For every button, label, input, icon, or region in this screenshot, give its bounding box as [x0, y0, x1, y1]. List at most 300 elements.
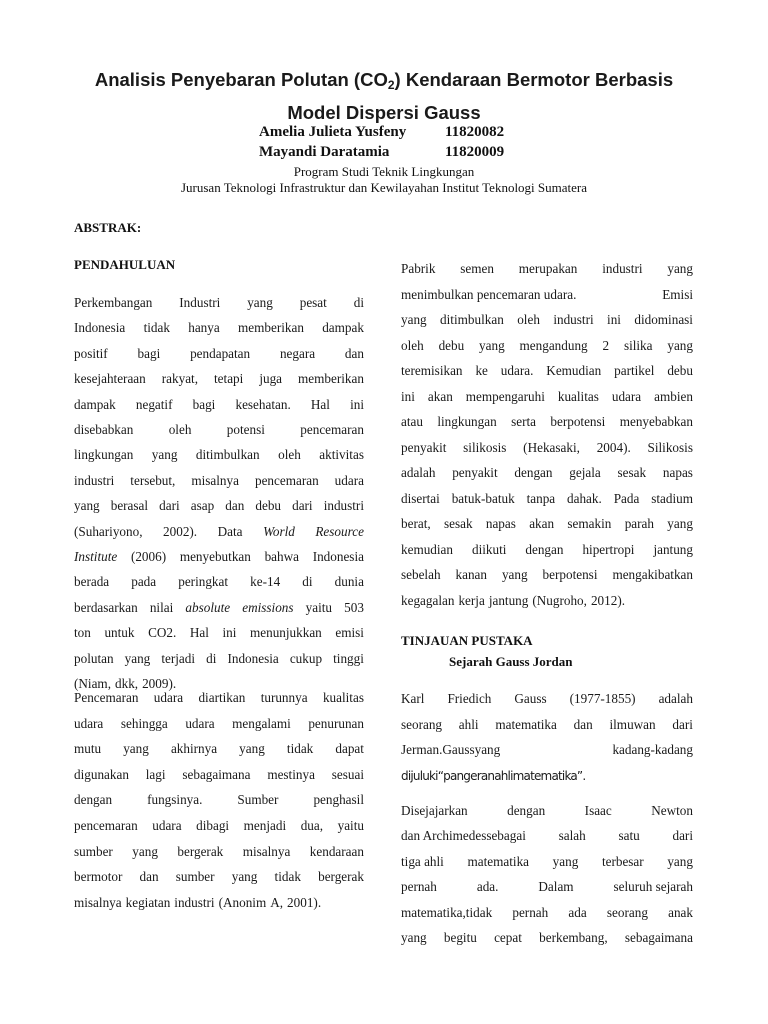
- word: yang: [239, 741, 265, 757]
- word: dua,: [300, 817, 324, 833]
- word: positif: [74, 345, 108, 361]
- word: penurunan: [308, 715, 364, 731]
- word: ambien: [654, 388, 693, 404]
- word: 2002).: [163, 523, 198, 539]
- text-line: [401, 562, 693, 588]
- word: udara.: [500, 363, 534, 378]
- word: lingkungan: [74, 447, 134, 463]
- word: Karl: [401, 691, 425, 706]
- word: pencemaran: [254, 472, 319, 488]
- word: berada: [74, 574, 110, 590]
- word: di: [302, 574, 313, 590]
- word: (1977-1855): [569, 691, 636, 706]
- word: ilmuwan: [609, 716, 656, 732]
- word: lagi: [145, 766, 166, 782]
- word: menimbulkan pencemaran udara.: [401, 286, 577, 302]
- word: oleh: [168, 422, 192, 438]
- word: absolute: [185, 599, 231, 615]
- text-line: [401, 925, 693, 950]
- word: ke: [475, 363, 488, 378]
- word: dan: [573, 716, 593, 732]
- word: ditimbulkan: [195, 447, 260, 463]
- word: menunjukkan: [249, 625, 322, 641]
- text-line: [401, 358, 693, 384]
- nickname-line: dijuluki“pangeranahlimatematika”.: [401, 769, 586, 783]
- intro-paragraph-2: [74, 685, 364, 915]
- text-line: [74, 711, 364, 737]
- word: turunnya: [260, 690, 308, 705]
- word: Silikosis: [647, 439, 693, 455]
- word: (2006): [130, 549, 167, 565]
- word: kesejahteraan: [74, 371, 146, 387]
- author-id: 11820082: [445, 124, 505, 140]
- word: dunia: [334, 574, 364, 590]
- word: negara: [279, 345, 316, 361]
- word: ada.: [476, 879, 499, 895]
- text-line: [401, 511, 693, 537]
- text-line: [401, 798, 693, 823]
- word: kadang-kadang: [612, 742, 693, 757]
- text-line: [74, 290, 364, 315]
- word: mempengaruhi: [465, 388, 545, 404]
- word: dari: [672, 828, 693, 844]
- word: dan: [225, 498, 245, 514]
- text-line: [74, 787, 364, 813]
- word: pernah: [401, 879, 437, 895]
- word: serta: [511, 414, 536, 429]
- word: parah: [624, 516, 654, 531]
- word: berasal: [110, 498, 149, 514]
- word: salah: [558, 828, 586, 844]
- word: berkembang,: [539, 930, 608, 946]
- word: Disejajarkan: [401, 803, 468, 818]
- word: ahli: [458, 716, 479, 732]
- word: Pabrik: [401, 261, 436, 276]
- word: 2: [602, 337, 610, 353]
- word: dahak.: [567, 490, 602, 506]
- word: yang: [74, 498, 100, 514]
- text-line: [401, 282, 693, 308]
- text-line: [401, 435, 693, 461]
- word: menjadi: [243, 817, 287, 833]
- word: Indonesia: [312, 549, 364, 565]
- word: dengan: [514, 465, 553, 480]
- word: cepat: [494, 930, 522, 946]
- text-line: [401, 409, 693, 435]
- title-line1-end: ) Kendaraan Bermotor Berbasis: [394, 69, 674, 90]
- word: CO2.: [148, 625, 177, 641]
- word: sumber: [175, 869, 215, 885]
- word: sebagaimana: [182, 766, 251, 782]
- word: akan: [427, 388, 453, 404]
- word: industri: [174, 894, 215, 910]
- word: begitu: [443, 930, 477, 946]
- word: berat,: [401, 516, 431, 531]
- word: oleh: [278, 447, 301, 463]
- word: batuk-batuk: [451, 490, 515, 506]
- word: bergerak: [318, 869, 364, 885]
- word: industri: [74, 472, 115, 488]
- word: kualitas: [322, 690, 364, 705]
- text-line: [74, 620, 364, 645]
- word: kanan: [455, 567, 487, 582]
- word: bergerak: [177, 843, 224, 859]
- word: (Hekasaki,: [523, 439, 580, 455]
- word: Pencemaran: [74, 690, 139, 705]
- title-line2: Model Dispersi Gauss: [287, 102, 481, 123]
- word: sebagaimana: [624, 930, 693, 946]
- word: Data: [217, 523, 243, 539]
- word: memberikan: [238, 320, 304, 336]
- word: pernah: [512, 904, 549, 920]
- word: ini: [401, 388, 415, 404]
- right-paragraph-1: [401, 256, 693, 613]
- word: diikuti: [471, 541, 507, 557]
- word: kendaraan: [309, 843, 364, 859]
- word: Sumber: [237, 792, 279, 808]
- title-line1: Analisis Penyebaran Polutan (CO: [94, 69, 388, 90]
- word: Dalam: [538, 879, 574, 895]
- word: stadium: [651, 490, 693, 506]
- word: adalah: [658, 691, 693, 706]
- word: napas: [485, 516, 516, 531]
- word: udara: [153, 690, 184, 705]
- word: bahwa: [264, 549, 299, 565]
- word: yang: [667, 261, 693, 276]
- word: kemudian: [401, 541, 454, 557]
- word: debu: [667, 363, 693, 378]
- word: udara: [74, 715, 104, 731]
- text-line: [401, 588, 693, 614]
- word: tidak: [274, 869, 301, 885]
- text-line: [401, 460, 693, 486]
- word: yang: [132, 843, 158, 859]
- word: bagi: [192, 396, 216, 412]
- word: ini: [607, 312, 621, 327]
- word: pada: [131, 574, 157, 590]
- word: diartikan: [198, 690, 246, 705]
- word: Isaac: [584, 803, 612, 818]
- word: memberikan: [298, 371, 364, 387]
- word: yang: [479, 337, 505, 353]
- intro-heading: PENDAHULUAN: [74, 257, 176, 272]
- word: dengan: [525, 541, 564, 557]
- word: anak: [668, 904, 693, 920]
- text-line: [401, 874, 693, 899]
- word: dari: [159, 498, 180, 514]
- word: dampak: [74, 396, 116, 412]
- text-line: [74, 595, 364, 620]
- text-line: [74, 864, 364, 890]
- intro-paragraph-1: [74, 290, 364, 697]
- word: kegiatan: [125, 894, 171, 910]
- word: seorang: [606, 904, 648, 920]
- word: tetapi: [214, 371, 244, 387]
- text-line: [401, 737, 693, 763]
- word: dibagi: [196, 817, 230, 833]
- word: sesak: [443, 516, 473, 531]
- department-affiliation: Jurusan Teknologi Infrastruktur dan Kewilayahan Institut Teknologi Sumatera: [180, 180, 588, 195]
- word: satu: [618, 828, 640, 844]
- word: merupakan: [518, 261, 578, 276]
- word: dengan: [74, 792, 113, 808]
- word: dan Archimedessebagai: [401, 828, 526, 844]
- word: Hal: [310, 396, 330, 412]
- word: disertai: [401, 490, 440, 506]
- review-heading: TINJAUAN PUSTAKA: [401, 633, 533, 648]
- word: polutan: [74, 650, 114, 666]
- word: kualitas: [557, 388, 599, 404]
- text-line: [401, 537, 693, 563]
- word: menyebutkan: [179, 549, 251, 565]
- word: penghasil: [313, 792, 364, 808]
- word: (Nugroho,: [532, 592, 587, 608]
- word: aktivitas: [319, 447, 364, 463]
- word: udara: [334, 472, 364, 488]
- text-line: [74, 493, 364, 518]
- word: dan: [139, 869, 159, 885]
- word: 503: [344, 599, 364, 615]
- word: udara: [152, 817, 182, 833]
- text-line: [401, 486, 693, 512]
- word: yang: [247, 295, 273, 310]
- word: cukup: [289, 650, 323, 666]
- text-line: [74, 813, 364, 839]
- word: dari: [292, 498, 313, 514]
- word: misalnya: [242, 843, 291, 859]
- word: kerja: [458, 592, 485, 608]
- word: akhirnya: [170, 741, 218, 757]
- word: Indonesia: [227, 650, 279, 666]
- text-line: [74, 468, 364, 493]
- word: emisi: [335, 625, 364, 641]
- word: yang: [401, 312, 427, 327]
- author-name: Amelia Julieta Yusfeny: [259, 124, 407, 140]
- word: Emisi: [662, 286, 693, 302]
- word: tidak: [143, 320, 170, 336]
- word: yang: [124, 650, 151, 666]
- word: jantung: [488, 592, 529, 608]
- word: akan: [529, 516, 555, 531]
- word: (Niam,: [74, 676, 111, 692]
- word: misalnya: [191, 472, 239, 488]
- text-line: [74, 442, 364, 467]
- word: tidak: [286, 741, 314, 757]
- paper-title: [60, 66, 708, 126]
- word: tersebut,: [130, 472, 176, 488]
- word: pencemaran: [300, 422, 364, 438]
- word: Friedich: [447, 691, 492, 706]
- text-line: [401, 333, 693, 359]
- word: yang: [231, 869, 258, 885]
- word: negatif: [135, 396, 173, 412]
- word: berpotensi: [550, 414, 606, 429]
- word: bermotor: [74, 869, 123, 885]
- word: tinggi: [333, 650, 364, 666]
- word: Indonesia: [74, 320, 126, 336]
- text-line: [74, 685, 364, 711]
- word: potensi: [226, 422, 265, 438]
- word: matematika: [495, 716, 557, 732]
- word: rakyat,: [161, 371, 199, 387]
- word: sehingga: [120, 715, 168, 731]
- word: oleh: [517, 312, 540, 327]
- word: industri: [553, 312, 594, 327]
- word: sumber: [74, 843, 113, 859]
- word: udara: [185, 715, 215, 731]
- right-paragraph-2: [401, 686, 693, 763]
- text-line: [401, 849, 693, 874]
- word: sesak: [617, 465, 647, 480]
- word: lingkungan: [437, 414, 497, 429]
- word: sebelah: [401, 567, 441, 582]
- word: adalah: [401, 465, 436, 480]
- word: hanya: [188, 320, 220, 336]
- word: emissions: [242, 599, 294, 615]
- word: gejala: [569, 465, 601, 480]
- text-line: [74, 366, 364, 391]
- word: yang: [552, 853, 579, 869]
- word: disebabkan: [74, 422, 134, 438]
- word: semen: [460, 261, 494, 276]
- word: di: [353, 295, 364, 310]
- word: ditimbulkan: [440, 312, 504, 327]
- text-line: [74, 315, 364, 340]
- word: yaitu: [337, 817, 364, 833]
- word: mengalami: [232, 715, 291, 731]
- word: Industri: [179, 295, 221, 310]
- word: yang: [401, 930, 427, 946]
- word: peringkat: [178, 574, 229, 590]
- word: industri: [323, 498, 364, 514]
- title-subscript: 2: [387, 78, 395, 92]
- word: yang: [501, 567, 528, 582]
- word: Institute: [74, 549, 118, 565]
- text-line: [74, 839, 364, 865]
- word: terbesar: [601, 853, 644, 869]
- word: dampak: [322, 320, 364, 336]
- word: ton: [74, 625, 91, 641]
- text-line: [401, 712, 693, 738]
- word: yang: [667, 516, 693, 531]
- word: Jerman.Gaussyang: [401, 742, 501, 757]
- word: terjadi: [161, 650, 196, 666]
- word: yang: [667, 337, 693, 353]
- word: atau: [401, 414, 423, 429]
- word: Pada: [613, 490, 640, 506]
- word: debu: [438, 337, 465, 353]
- word: matematika: [467, 853, 530, 869]
- word: 2001).: [287, 894, 322, 910]
- word: A,: [270, 894, 284, 910]
- text-line: [74, 736, 364, 762]
- word: 2012).: [590, 592, 626, 608]
- word: pendapatan: [190, 345, 251, 361]
- word: partikel: [614, 363, 655, 378]
- review-subheading: Sejarah Gauss Jordan: [449, 654, 573, 669]
- word: tiga ahli: [401, 853, 444, 869]
- word: dkk,: [115, 676, 139, 692]
- word: mengakibatkan: [612, 567, 693, 582]
- word: 2004).: [596, 439, 631, 455]
- word: silikosis: [463, 439, 507, 455]
- text-line: [74, 392, 364, 417]
- author-row: [0, 143, 768, 163]
- text-line: [74, 341, 364, 366]
- text-line: [74, 519, 364, 544]
- word: ke-14: [250, 574, 281, 590]
- word: yaitu: [305, 599, 333, 615]
- word: ini: [350, 396, 364, 412]
- word: pencemaran: [74, 817, 138, 833]
- word: mutu: [74, 741, 102, 757]
- word: fungsinya.: [147, 792, 203, 808]
- abstract-heading: ABSTRAK:: [74, 220, 142, 235]
- word: seorang: [401, 716, 443, 732]
- word: yang: [123, 741, 149, 757]
- word: hipertropi: [582, 541, 635, 557]
- word: jantung: [653, 541, 693, 557]
- text-line: [401, 686, 693, 712]
- word: (Suhariyono,: [74, 523, 143, 539]
- word: ini: [222, 625, 237, 641]
- text-line: [401, 256, 693, 282]
- word: kesehatan.: [235, 396, 291, 412]
- word: Resource: [315, 523, 364, 539]
- text-line: [74, 890, 364, 916]
- word: Kemudian: [546, 363, 602, 378]
- word: bagi: [137, 345, 161, 361]
- word: 2009).: [142, 676, 177, 692]
- word: nilai: [149, 599, 174, 615]
- author-list: [0, 123, 768, 163]
- word: pesat: [299, 295, 327, 310]
- word: berdasarkan: [74, 599, 138, 615]
- word: (Anonim: [218, 894, 267, 910]
- text-line: [74, 762, 364, 788]
- text-line: [401, 823, 693, 848]
- word: sesuai: [331, 766, 364, 782]
- word: industri: [602, 261, 643, 276]
- word: kegagalan: [401, 592, 455, 608]
- word: yang: [151, 447, 178, 463]
- word: Hal: [189, 625, 209, 641]
- word: seluruh sejarah: [613, 879, 693, 895]
- word: mestinya: [267, 766, 315, 782]
- word: napas: [662, 465, 693, 480]
- right-paragraph-2-last: [401, 763, 693, 789]
- word: Gauss: [514, 691, 547, 706]
- word: digunakan: [74, 766, 129, 782]
- word: berpotensi: [542, 567, 598, 582]
- word: yang: [667, 853, 693, 869]
- word: udara: [611, 388, 642, 404]
- word: World: [263, 523, 295, 539]
- word: juga: [259, 371, 283, 387]
- word: teremisikan: [401, 363, 463, 378]
- text-line: [401, 384, 693, 410]
- author-id: 11820009: [445, 144, 505, 160]
- word: untuk: [104, 625, 135, 641]
- word: Newton: [651, 803, 693, 818]
- word: semakin: [567, 516, 612, 531]
- word: dari: [672, 716, 693, 732]
- word: Perkembangan: [74, 295, 153, 310]
- word: misalnya: [74, 894, 122, 910]
- word: asap: [190, 498, 215, 514]
- word: menyebabkan: [619, 414, 693, 429]
- word: matematika,tidak: [401, 904, 493, 920]
